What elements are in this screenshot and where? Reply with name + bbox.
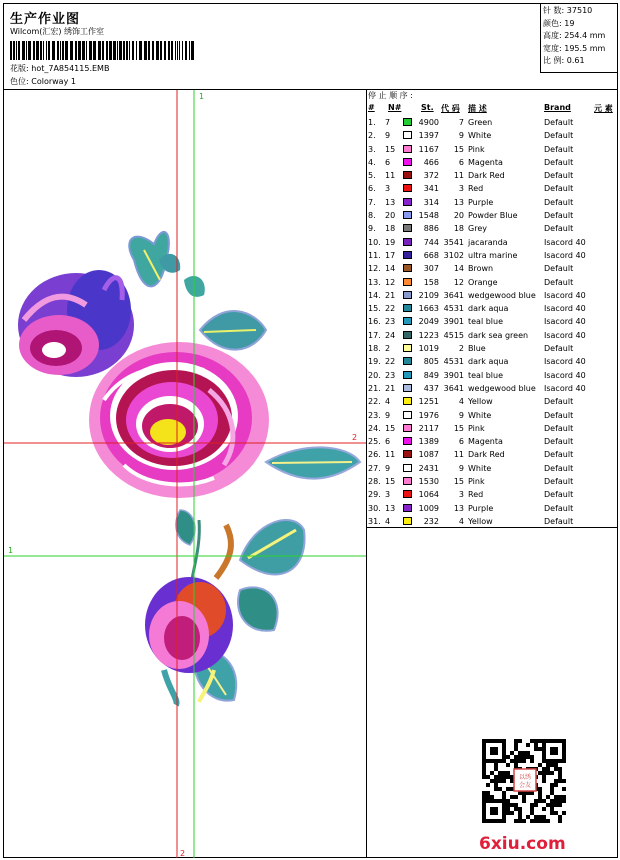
- color-swatch: [403, 278, 412, 286]
- table-row: [368, 475, 616, 488]
- row-brand: Default: [544, 211, 574, 221]
- row-code: 3: [458, 490, 464, 500]
- row-description: Pink: [468, 423, 485, 433]
- row-needle: 17: [385, 250, 396, 260]
- table-row: [368, 488, 616, 501]
- row-stitches: 1251: [418, 397, 439, 407]
- row-needle: 13: [385, 197, 396, 207]
- row-needle: 7: [385, 118, 391, 127]
- table-row: [368, 409, 616, 422]
- table-row: [368, 236, 616, 249]
- row-code: 14: [453, 264, 464, 274]
- company-name: Wilcom(汇宏) 绣饰工作室: [10, 27, 105, 36]
- row-index: 18.: [368, 344, 381, 354]
- row-code: 13: [453, 197, 464, 207]
- row-stitches: 437: [423, 383, 439, 393]
- stop-sequence-table: [368, 116, 616, 528]
- row-description: Grey: [468, 224, 487, 234]
- row-brand: Default: [544, 450, 574, 460]
- row-description: Red: [468, 490, 484, 500]
- row-stitches: 232: [423, 516, 439, 526]
- row-brand: Isacord 40: [544, 317, 586, 327]
- row-index: 5.: [368, 171, 376, 181]
- colorway-value: Colorway 1: [31, 77, 76, 86]
- color-swatch: [403, 198, 412, 206]
- table-row: [368, 156, 616, 169]
- color-swatch: [403, 371, 412, 379]
- color-swatch: [403, 490, 412, 498]
- row-needle: 21: [385, 290, 396, 300]
- table-row: [368, 196, 616, 209]
- color-swatch: [403, 238, 412, 246]
- row-brand: Default: [544, 423, 574, 433]
- row-needle: 11: [385, 450, 396, 460]
- table-row: [368, 382, 616, 395]
- table-row: [368, 422, 616, 435]
- row-needle: 9: [385, 131, 391, 141]
- row-brand: Default: [544, 264, 574, 274]
- guide-label-top: 1: [199, 92, 205, 101]
- col-header-element: 元 素: [594, 104, 613, 113]
- row-index: 2.: [368, 131, 376, 141]
- production-worksheet: [3, 3, 618, 858]
- row-brand: Default: [544, 184, 574, 194]
- table-row: [368, 448, 616, 461]
- color-swatch: [403, 397, 412, 405]
- row-stitches: 1548: [418, 211, 439, 221]
- row-brand: Default: [544, 410, 574, 420]
- table-row: [368, 143, 616, 156]
- row-stitches: 886: [423, 224, 439, 234]
- row-code: 4: [458, 397, 464, 407]
- row-brand: Default: [544, 131, 574, 141]
- row-stitches: 849: [423, 370, 439, 380]
- col-header-needle: N#: [388, 103, 402, 112]
- table-row: [368, 435, 616, 448]
- table-row: [368, 262, 616, 275]
- row-index: 25.: [368, 437, 381, 447]
- row-stitches: 1389: [418, 437, 439, 447]
- row-index: 21.: [368, 383, 381, 393]
- row-index: 19.: [368, 357, 381, 367]
- row-brand: Default: [544, 157, 574, 167]
- stat-width: 宽度: 195.5 mm: [543, 43, 606, 53]
- color-swatch: [403, 477, 412, 485]
- row-description: dark aqua: [468, 357, 509, 367]
- row-code: 2: [458, 344, 464, 354]
- row-code: 4515: [443, 330, 464, 340]
- row-code: 9: [458, 131, 464, 141]
- column-divider: [366, 89, 367, 857]
- row-stitches: 314: [423, 197, 439, 207]
- row-code: 4531: [443, 357, 464, 367]
- table-row: [368, 342, 616, 355]
- row-code: 12: [453, 277, 464, 287]
- row-description: wedgewood blue: [468, 383, 536, 393]
- row-description: Powder Blue: [468, 211, 518, 221]
- color-swatch: [403, 184, 412, 192]
- row-needle: 11: [385, 171, 396, 181]
- stat-stitches: 针 数: 37510: [543, 6, 593, 15]
- color-swatch: [403, 171, 412, 179]
- stop-sequence-title: 停 止 顺 序 :: [368, 91, 413, 100]
- row-brand: Default: [544, 503, 574, 513]
- row-description: Dark Red: [468, 450, 505, 460]
- row-needle: 9: [385, 410, 391, 420]
- table-row: [368, 182, 616, 195]
- row-description: jacaranda: [468, 237, 508, 247]
- table-header: [368, 103, 616, 115]
- row-description: teal blue: [468, 370, 504, 380]
- stat-scale: 比 例: 0.61: [543, 56, 585, 65]
- row-needle: 23: [385, 370, 396, 380]
- row-brand: Isacord 40: [544, 370, 586, 380]
- table-row: [368, 276, 616, 289]
- table-row: [368, 502, 616, 515]
- color-swatch: [403, 384, 412, 392]
- row-code: 3901: [443, 370, 464, 380]
- row-description: dark aqua: [468, 304, 509, 314]
- row-stitches: 372: [423, 171, 439, 181]
- page-title: 生产作业图: [10, 12, 81, 27]
- row-needle: 22: [385, 304, 396, 314]
- row-needle: 3: [385, 490, 391, 500]
- table-row: [368, 329, 616, 342]
- row-needle: 14: [385, 264, 396, 274]
- row-stitches: 1663: [418, 304, 439, 314]
- row-code: 18: [453, 224, 464, 234]
- design-file-label: 花版:: [10, 64, 29, 73]
- row-stitches: 744: [423, 237, 439, 247]
- table-row: [368, 395, 616, 408]
- row-brand: Default: [544, 197, 574, 207]
- table-row: [368, 462, 616, 475]
- guide-label-left: 1: [8, 546, 14, 555]
- row-index: 6.: [368, 184, 376, 194]
- row-stitches: 2117: [418, 423, 439, 433]
- row-code: 3: [458, 184, 464, 194]
- row-index: 24.: [368, 423, 381, 433]
- row-index: 3.: [368, 144, 376, 154]
- color-swatch: [403, 224, 412, 232]
- row-code: 15: [453, 144, 464, 154]
- row-index: 11.: [368, 250, 381, 260]
- row-index: 1.: [368, 118, 376, 127]
- row-stitches: 158: [423, 277, 439, 287]
- row-index: 12.: [368, 264, 381, 274]
- svg-text:以绣: 以绣: [518, 774, 532, 781]
- row-needle: 20: [385, 211, 396, 221]
- col-header-stitches: St.: [421, 103, 434, 112]
- stat-colors: 颜色: 19: [543, 18, 575, 28]
- row-description: Purple: [468, 197, 494, 207]
- row-description: Magenta: [468, 437, 503, 447]
- row-code: 20: [453, 211, 464, 221]
- row-description: Yellow: [468, 397, 493, 407]
- row-description: Pink: [468, 144, 485, 154]
- row-description: Pink: [468, 477, 485, 487]
- row-index: 14.: [368, 290, 381, 300]
- table-row: [368, 302, 616, 315]
- row-code: 6: [458, 437, 464, 447]
- row-brand: Default: [544, 144, 574, 154]
- row-brand: Default: [544, 490, 574, 500]
- table-row: [368, 169, 616, 182]
- row-needle: 22: [385, 357, 396, 367]
- row-description: Magenta: [468, 157, 503, 167]
- row-brand: Default: [544, 344, 574, 354]
- row-needle: 12: [385, 277, 396, 287]
- table-row: [368, 209, 616, 222]
- row-needle: 15: [385, 477, 396, 487]
- color-swatch: [403, 131, 412, 139]
- col-header-brand: Brand: [544, 103, 571, 112]
- row-stitches: 1530: [418, 477, 439, 487]
- color-swatch: [403, 118, 412, 126]
- row-stitches: 1223: [418, 330, 439, 340]
- qr-code: [482, 739, 566, 823]
- row-needle: 24: [385, 330, 396, 340]
- row-description: White: [468, 410, 492, 420]
- embroidery-design-preview: [4, 90, 366, 858]
- row-code: 3541: [443, 237, 464, 247]
- row-brand: Default: [544, 463, 574, 473]
- row-index: 28.: [368, 477, 381, 487]
- site-watermark: 6xiu.com: [479, 834, 566, 854]
- row-stitches: 307: [423, 264, 439, 274]
- row-code: 9: [458, 463, 464, 473]
- row-needle: 4: [385, 516, 391, 526]
- row-brand: Default: [544, 516, 574, 526]
- col-header-index: #: [368, 103, 375, 112]
- color-swatch: [403, 158, 412, 166]
- row-brand: Default: [544, 224, 574, 234]
- row-index: 4.: [368, 157, 376, 167]
- purple-bud-flower: [18, 270, 134, 377]
- row-description: Red: [468, 184, 484, 194]
- row-stitches: 1087: [418, 450, 439, 460]
- color-swatch: [403, 251, 412, 259]
- row-index: 9.: [368, 224, 376, 234]
- row-stitches: 1019: [418, 344, 439, 354]
- row-brand: Default: [544, 477, 574, 487]
- row-needle: 3: [385, 184, 391, 194]
- row-brand: Isacord 40: [544, 304, 586, 314]
- row-index: 17.: [368, 330, 381, 340]
- col-header-description: 描 述: [468, 104, 487, 113]
- row-description: White: [468, 463, 492, 473]
- row-stitches: 668: [423, 250, 439, 260]
- colorway-label: 色位:: [10, 77, 29, 86]
- color-swatch: [403, 424, 412, 432]
- row-description: Dark Red: [468, 171, 505, 181]
- barcode: [10, 41, 196, 60]
- row-brand: Isacord 40: [544, 290, 586, 300]
- row-code: 6: [458, 157, 464, 167]
- color-swatch: [403, 317, 412, 325]
- table-row: [368, 129, 616, 142]
- row-needle: 15: [385, 144, 396, 154]
- stat-height: 高度: 254.4 mm: [543, 31, 606, 40]
- row-brand: Isacord 40: [544, 330, 586, 340]
- row-code: 9: [458, 410, 464, 420]
- row-brand: Isacord 40: [544, 383, 586, 393]
- row-needle: 15: [385, 423, 396, 433]
- row-stitches: 1064: [418, 490, 439, 500]
- row-brand: Default: [544, 118, 574, 127]
- row-code: 3641: [443, 383, 464, 393]
- color-swatch: [403, 504, 412, 512]
- row-stitches: 1976: [418, 410, 439, 420]
- row-needle: 21: [385, 383, 396, 393]
- row-brand: Isacord 40: [544, 237, 586, 247]
- color-swatch: [403, 291, 412, 299]
- row-code: 11: [453, 450, 464, 460]
- color-swatch: [403, 411, 412, 419]
- row-stitches: 1167: [418, 144, 439, 154]
- row-code: 15: [453, 423, 464, 433]
- row-description: Blue: [468, 344, 486, 354]
- row-needle: 6: [385, 437, 391, 447]
- row-description: teal blue: [468, 317, 504, 327]
- row-index: 10.: [368, 237, 381, 247]
- row-needle: 9: [385, 463, 391, 473]
- color-swatch: [403, 357, 412, 365]
- table-row: [368, 369, 616, 382]
- svg-text:会友: 会友: [518, 782, 532, 789]
- design-stats: [540, 4, 618, 73]
- row-index: 31.: [368, 516, 381, 526]
- guide-label-right: 2: [352, 433, 358, 442]
- col-header-code: 代 码: [441, 104, 460, 113]
- row-brand: Default: [544, 397, 574, 407]
- row-stitches: 341: [423, 184, 439, 194]
- row-stitches: 2049: [418, 317, 439, 327]
- row-stitches: 805: [423, 357, 439, 367]
- row-code: 3641: [443, 290, 464, 300]
- row-code: 3102: [443, 250, 464, 260]
- guide-label-bottom: 2: [180, 849, 186, 858]
- row-needle: 18: [385, 224, 396, 234]
- row-code: 13: [453, 503, 464, 513]
- row-code: 15: [453, 477, 464, 487]
- row-code: 7: [458, 118, 464, 127]
- row-code: 4531: [443, 304, 464, 314]
- row-index: 22.: [368, 397, 381, 407]
- row-code: 11: [453, 171, 464, 181]
- color-swatch: [403, 464, 412, 472]
- row-stitches: 1397: [418, 131, 439, 141]
- row-stitches: 1009: [418, 503, 439, 513]
- main-rose: [89, 342, 269, 498]
- row-index: 20.: [368, 370, 381, 380]
- color-swatch: [403, 517, 412, 525]
- table-row: [368, 515, 616, 528]
- color-swatch: [403, 145, 412, 153]
- colorway-row: [10, 76, 76, 87]
- row-brand: Default: [544, 437, 574, 447]
- row-index: 23.: [368, 410, 381, 420]
- row-brand: Default: [544, 277, 574, 287]
- row-needle: 23: [385, 317, 396, 327]
- color-swatch: [403, 344, 412, 352]
- row-index: 15.: [368, 304, 381, 314]
- row-brand: Isacord 40: [544, 357, 586, 367]
- table-row: [368, 289, 616, 302]
- row-description: wedgewood blue: [468, 290, 536, 300]
- table-row: [368, 249, 616, 262]
- row-needle: 13: [385, 503, 396, 513]
- row-description: Orange: [468, 277, 498, 287]
- row-description: dark sea green: [468, 330, 529, 340]
- row-index: 26.: [368, 450, 381, 460]
- color-swatch: [403, 437, 412, 445]
- row-index: 16.: [368, 317, 381, 327]
- row-index: 27.: [368, 463, 381, 473]
- row-needle: 2: [385, 344, 391, 354]
- table-row: [368, 355, 616, 368]
- row-index: 7.: [368, 197, 376, 207]
- row-description: Green: [468, 118, 493, 127]
- row-index: 30.: [368, 503, 381, 513]
- row-description: ultra marine: [468, 250, 518, 260]
- row-needle: 6: [385, 157, 391, 167]
- row-description: White: [468, 131, 492, 141]
- color-swatch: [403, 264, 412, 272]
- row-stitches: 2431: [418, 463, 439, 473]
- color-swatch: [403, 331, 412, 339]
- row-brand: Default: [544, 171, 574, 181]
- row-stitches: 2109: [418, 290, 439, 300]
- row-description: Brown: [468, 264, 494, 274]
- row-needle: 4: [385, 397, 391, 407]
- row-needle: 19: [385, 237, 396, 247]
- row-description: Yellow: [468, 516, 493, 526]
- row-index: 8.: [368, 211, 376, 221]
- table-row: [368, 116, 616, 129]
- design-file-name: hot_7A854115.EMB: [31, 64, 110, 73]
- table-row: [368, 222, 616, 235]
- color-swatch: [403, 211, 412, 219]
- design-file-row: [10, 63, 109, 74]
- table-row: [368, 315, 616, 328]
- color-swatch: [403, 304, 412, 312]
- row-brand: Isacord 40: [544, 250, 586, 260]
- row-stitches: 4900: [418, 118, 439, 127]
- row-index: 13.: [368, 277, 381, 287]
- color-swatch: [403, 450, 412, 458]
- row-code: 4: [458, 516, 464, 526]
- row-index: 29.: [368, 490, 381, 500]
- row-description: Purple: [468, 503, 494, 513]
- row-code: 3901: [443, 317, 464, 327]
- row-stitches: 466: [423, 157, 439, 167]
